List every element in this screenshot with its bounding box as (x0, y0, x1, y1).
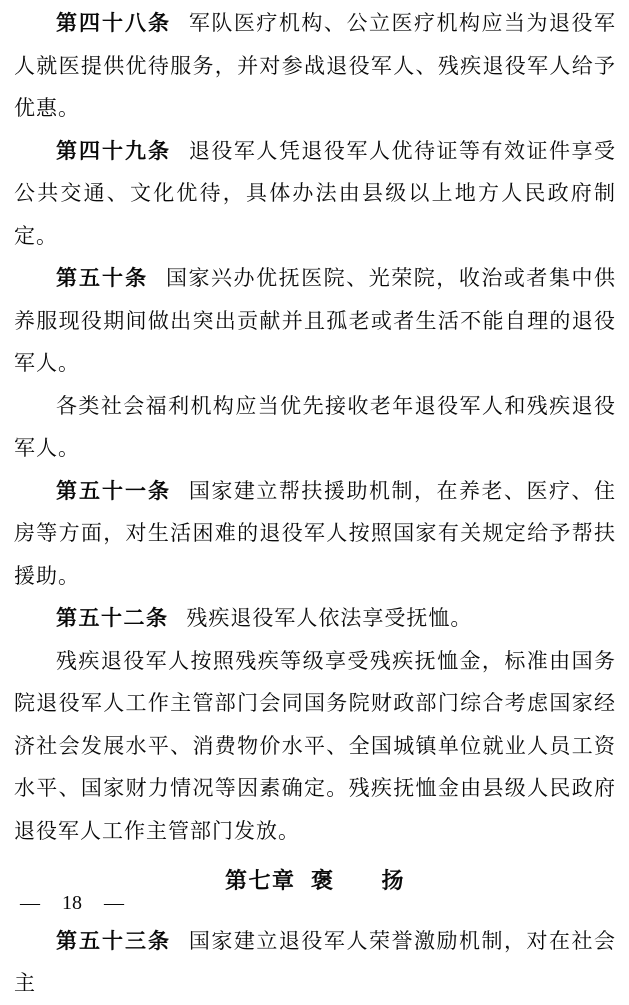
article-number-51: 第五十一条 (56, 478, 172, 503)
article-text-48: 军队医疗机构、公立医疗机构应当为退役军人就医提供优待服务，并对参战退役军人、残疾退役军人给予优惠。 (14, 11, 617, 120)
chapter-number: 第七章 (225, 868, 296, 893)
plain-paragraph-welfare (14, 385, 616, 470)
page-number: 18 (62, 892, 82, 914)
article-text-52: 残疾退役军人依法享受抚恤。 (186, 606, 473, 630)
plain-paragraph-welfare-text: 各类社会福利机构应当优先接收老年退役军人和残疾退役军人。 (14, 393, 616, 460)
footer-left-dash: — (20, 892, 40, 914)
article-paragraph-48 (14, 2, 616, 130)
article-number-50: 第五十条 (56, 266, 149, 290)
article-paragraph-52 (14, 597, 616, 640)
article-number-49: 第四十九条 (56, 138, 172, 163)
article-paragraph-53 (14, 920, 616, 1005)
article-number-52: 第五十二条 (56, 606, 169, 630)
article-paragraph-49 (14, 130, 616, 258)
article-text-49: 退役军人凭退役军人优待证等有效证件享受公共交通、文化优待，具体办法由县级以上地方人民政府制定。 (14, 138, 617, 248)
plain-paragraph-pension (14, 640, 616, 853)
article-text-51: 国家建立帮扶援助机制，在养老、医疗、住房等方面，对生活困难的退役军人按照国家有关规定给予帮扶援助。 (14, 478, 617, 588)
footer-right-dash: — (104, 892, 124, 914)
document-page (14, 2, 616, 1005)
article-number-53: 第五十三条 (56, 928, 172, 953)
article-paragraph-50 (14, 257, 616, 385)
plain-paragraph-pension-text: 残疾退役军人按照残疾等级享受残疾抚恤金，标准由国务院退役军人工作主管部门会同国务院财政部门综合考虑国家经济社会发展水平、消费物价水平、全国城镇单位就业人员工资水平、国家财力情况等因素确定。残疾抚恤金由县级人民政府退役军人工作主管部门发放。 (14, 648, 616, 843)
article-paragraph-51 (14, 470, 616, 598)
article-number-48: 第四十八条 (56, 11, 172, 35)
article-text-50: 国家兴办优抚医院、光荣院，收治或者集中供养服现役期间做出突出贡献并且孤老或者生活不能自理的退役军人。 (14, 266, 617, 375)
article-text-53: 国家建立退役军人荣誉激励机制，对在社会主 (14, 928, 617, 995)
chapter-title: 褒 扬 (310, 868, 405, 893)
page-footer (20, 891, 124, 915)
